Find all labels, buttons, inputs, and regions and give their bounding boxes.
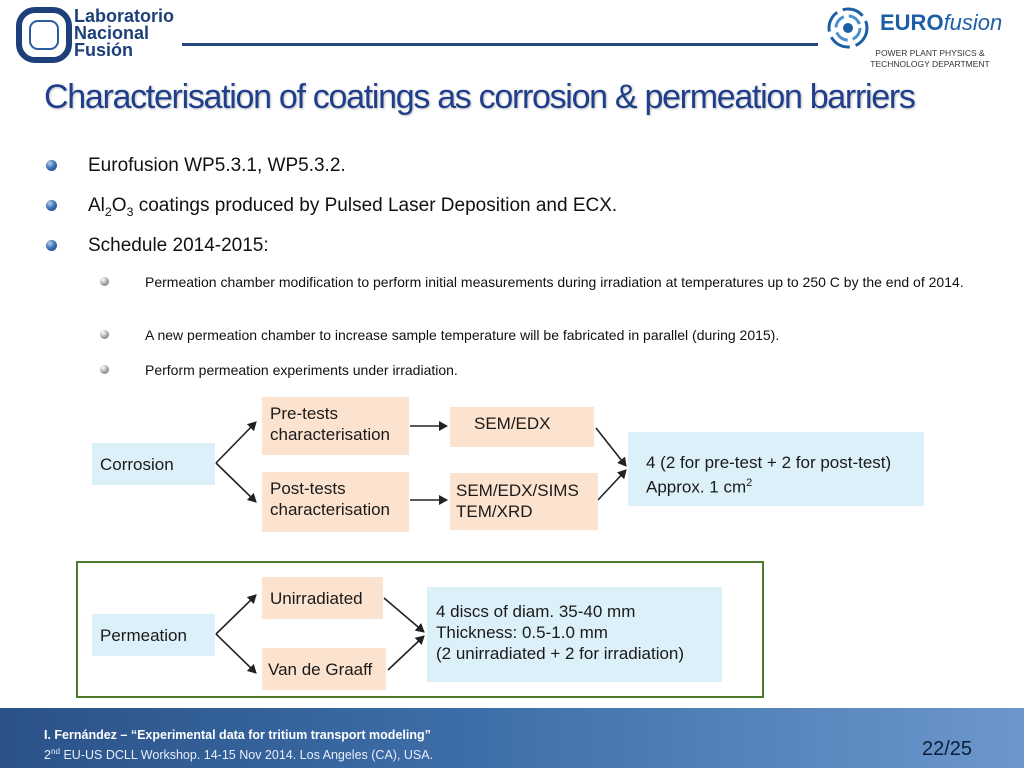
- sub-bullet-icon: [100, 365, 109, 374]
- department-line2: TECHNOLOGY DEPARTMENT: [870, 59, 990, 69]
- van-de-graaff-label: Van de Graaff: [268, 660, 373, 679]
- corrosion-label: Corrosion: [100, 455, 174, 474]
- van-de-graaff-box: [262, 648, 386, 690]
- pretests-box: [262, 397, 409, 455]
- lnf-logo-line2: Nacional: [74, 23, 150, 43]
- page-number: 22/25: [922, 738, 973, 760]
- arrow-semedx-to-count: [596, 428, 626, 466]
- permeation-box: [92, 614, 215, 656]
- posttests-line1: Post-tests: [270, 479, 346, 498]
- header-divider: [182, 43, 818, 46]
- sub-bullet-text: Permeation chamber modification to perform initial measurements during irradiation at temperatures up to 250 C by the end of 2014.: [145, 274, 964, 290]
- permeation-label: Permeation: [100, 626, 187, 645]
- bullet-icon: [46, 160, 57, 171]
- sem-edx-sims-line2: TEM/XRD: [456, 502, 533, 521]
- bullet-text: Eurofusion WP5.3.1, WP5.3.2.: [88, 155, 346, 176]
- unirradiated-box: [262, 577, 383, 619]
- sub-bullet-text: A new permeation chamber to increase sample temperature will be fabricated in parallel (during 2015).: [145, 327, 780, 343]
- eurofusion-logo-bold: EURO: [880, 10, 944, 35]
- discs-line1: 4 discs of diam. 35-40 mm: [436, 602, 636, 621]
- bullet-text: $Al_2O_3$ coatings produced by Pulsed Laser Deposition and ECX.: [88, 195, 618, 219]
- pretests-line1: Pre-tests: [270, 404, 339, 423]
- posttests-box: [262, 472, 409, 532]
- footer-author: I. Fernández – “Experimental data for tritium transport modeling”: [44, 728, 431, 742]
- discs-line2: Thickness: 0.5-1.0 mm: [436, 623, 608, 642]
- sample-count-line2: Approx. 1 $cm^2$: [646, 477, 753, 497]
- arrow-semedxsims-to-count: [598, 470, 626, 500]
- sub-bullet-icon: [100, 330, 109, 339]
- discs-info-box: [427, 587, 722, 682]
- arrow-corrosion-to-pretests: [216, 422, 256, 463]
- discs-line3: (2 unirradiated + 2 for irradiation): [436, 644, 685, 663]
- arrow-corrosion-to-posttests: [216, 463, 256, 502]
- sem-edx-box: [450, 407, 594, 447]
- bullet-text: Schedule 2014-2015:: [88, 235, 269, 256]
- eurofusion-logo-text: [880, 10, 1002, 36]
- pretests-line2: characterisation: [270, 425, 391, 444]
- bullet-icon: [46, 240, 57, 251]
- lnf-logo-text: [74, 8, 174, 59]
- unirradiated-label: Unirradiated: [270, 589, 363, 608]
- sem-edx-sims-box: [450, 473, 598, 530]
- sample-count-line1: 4 (2 for pre-test + 2 for post-test): [646, 453, 892, 472]
- eurofusion-logo-italic: fusion: [943, 10, 1003, 35]
- footer-workshop: 2nd EU-US DCLL Workshop. 14-15 Nov 2014. Los Angeles (CA), USA.: [44, 747, 434, 763]
- lnf-logo-line3: Fusión: [74, 40, 133, 60]
- posttests-line2: characterisation: [270, 500, 391, 519]
- eurofusion-logo-icon: [826, 6, 870, 50]
- corrosion-box: [92, 443, 215, 485]
- bullet-icon: [46, 200, 57, 211]
- sub-bullet-icon: [100, 277, 109, 286]
- lnf-logo-line1: Laboratorio: [74, 6, 175, 26]
- sub-bullet-text: Perform permeation experiments under irradiation.: [145, 362, 458, 378]
- sem-edx-label: SEM/EDX: [474, 414, 551, 433]
- department-line1: POWER PLANT PHYSICS &: [875, 48, 985, 58]
- slide-title: Characterisation of coatings as corrosion & permeation barriers: [44, 78, 915, 116]
- department-label: [850, 48, 1010, 70]
- sample-count-box: [628, 432, 924, 506]
- sem-edx-sims-line1: SEM/EDX/SIMS: [456, 481, 579, 500]
